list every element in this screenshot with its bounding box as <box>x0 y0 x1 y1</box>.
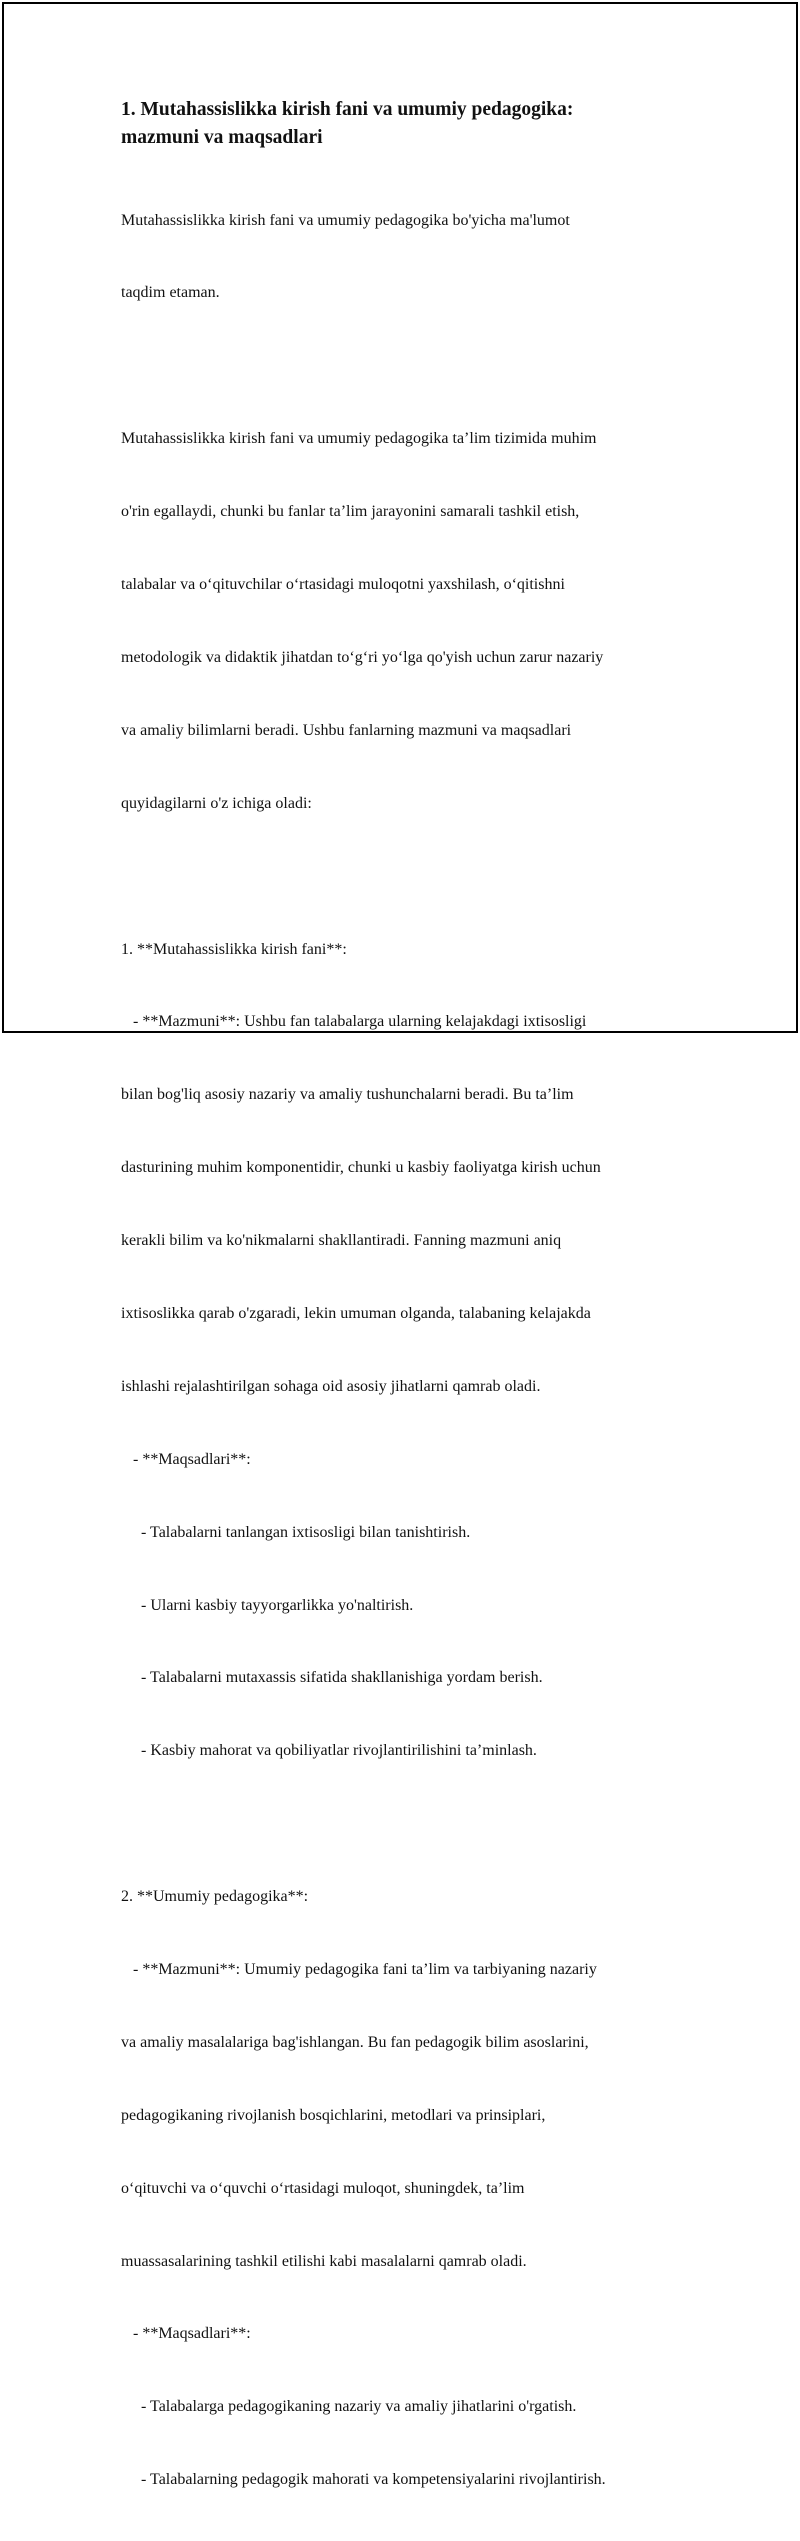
title-line: mazmuni va maqsadlari <box>121 127 323 148</box>
text-line: ishlashi rejalashtirilgan sohaga oid asosiy jihatlarni qamrab oladi. <box>121 1377 541 1395</box>
title-line: 1. Mutahassislikka kirish fani va umumiy pedagogika: <box>121 99 574 120</box>
text-line: ixtisoslikka qarab o'zgaradi, lekin umuman olganda, talabaning kelajakda <box>121 1304 591 1322</box>
text-line: va amaliy bilimlarni beradi. Ushbu fanlarning mazmuni va maqsadlari <box>121 721 572 739</box>
text-line: - **Mazmuni**: Ushbu fan talabalarga ularning kelajakdagi ixtisosligi <box>121 1013 587 1031</box>
list-item: - Talabalarni tanlangan ixtisosligi bilan tanishtirish. <box>121 1523 471 1541</box>
document-title <box>121 96 701 152</box>
list-item: - Talabalarga pedagogikaning nazariy va amaliy jihatlarini o'rgatish. <box>121 2398 577 2416</box>
paragraph-gap <box>121 354 701 378</box>
text-line: talabalar va o‘qituvchilar o‘rtasidagi muloqotni yaxshilash, o‘qitishni <box>121 576 565 594</box>
subheading-line: - **Maqsadlari**: <box>121 2325 251 2343</box>
section-mutahassislikka <box>121 889 701 1812</box>
text-line: Mutahassislikka kirish fani va umumiy pedagogika bo'yicha ma'lumot <box>121 211 570 229</box>
text-line: kerakli bilim va ko'nikmalarni shakllantiradi. Fanning mazmuni aniq <box>121 1232 562 1250</box>
section-heading: 1. **Mutahassislikka kirish fani**: <box>121 940 347 958</box>
list-item: - Talabalarni mutaxassis sifatida shakllanishiga yordam berish. <box>121 1669 543 1687</box>
paragraph-gap <box>121 865 701 889</box>
paragraph-gap <box>121 1812 701 1836</box>
text-line: Mutahassislikka kirish fani va umumiy pedagogika ta’lim tizimida muhim <box>121 430 597 448</box>
text-line: o'rin egallaydi, chunki bu fanlar ta’lim jarayonini samarali tashkil etish, <box>121 503 580 521</box>
text-line: bilan bog'liq asosiy nazariy va amaliy tushunchalarni beradi. Bu ta’lim <box>121 1086 574 1104</box>
section-umumiy-pedagogika <box>121 1836 701 2541</box>
page-frame <box>2 2 798 2489</box>
overview-paragraph <box>121 379 701 865</box>
text-line: - **Mazmuni**: Umumiy pedagogika fani ta’lim va tarbiyaning nazariy <box>121 1960 597 1978</box>
text-line: quyidagilarni o'z ichiga oladi: <box>121 794 312 812</box>
subheading-line: - **Maqsadlari**: <box>121 1450 251 1468</box>
text-line: va amaliy masalalariga bag'ishlangan. Bu fan pedagogik bilim asoslarini, <box>121 2033 589 2051</box>
list-item: - Ularni kasbiy tayyorgarlikka yo'naltirish. <box>121 1596 414 1614</box>
list-item: - Kasbiy mahorat va qobiliyatlar rivojlantirilishini ta’minlash. <box>121 1742 537 1760</box>
text-line: o‘qituvchi va o‘quvchi o‘rtasidagi muloqot, shuningdek, ta’lim <box>121 2179 525 2197</box>
intro-paragraph <box>121 160 701 354</box>
text-line: taqdim etaman. <box>121 284 220 302</box>
document-body <box>121 96 701 2541</box>
text-line: dasturining muhim komponentidir, chunki u kasbiy faoliyatga kirish uchun <box>121 1159 601 1177</box>
list-item: - Talabalarning pedagogik mahorati va kompetensiyalarini rivojlantirish. <box>121 2471 606 2489</box>
text-line: muassasalarining tashkil etilishi kabi masalalarni qamrab oladi. <box>121 2252 527 2270</box>
section-heading: 2. **Umumiy pedagogika**: <box>121 1888 309 1906</box>
text-line: metodologik va didaktik jihatdan to‘g‘ri yo‘lga qo'yish uchun zarur nazariy <box>121 648 604 666</box>
text-line: pedagogikaning rivojlanish bosqichlarini, metodlari va prinsiplari, <box>121 2106 546 2124</box>
